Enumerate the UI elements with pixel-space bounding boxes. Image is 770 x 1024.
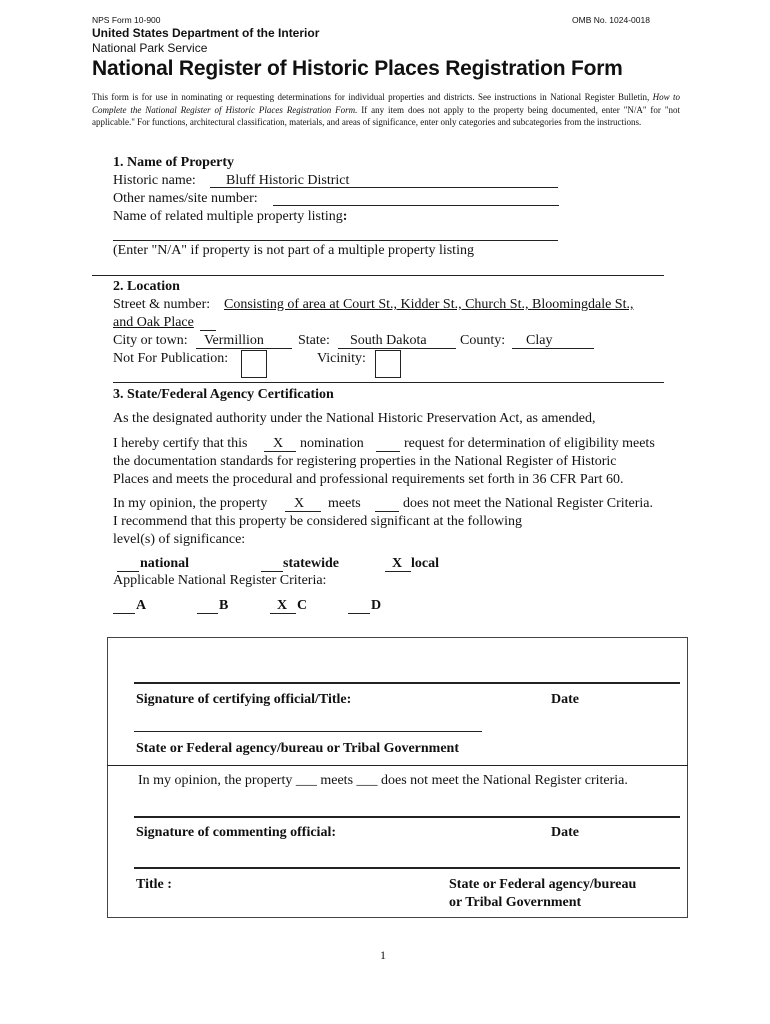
section1-heading: 1. Name of Property [113,155,235,170]
agency-label-2-line1: State or Federal agency/bureau [449,877,637,892]
service-name: National Park Service [92,41,208,55]
national-blank[interactable] [117,571,139,572]
commenting-opinion-text: In my opinion, the property ___ meets ___ does not meet the National Register criteria. [138,773,628,788]
vicinity-label: Vicinity: [317,351,366,366]
historic-name-value[interactable]: Bluff Historic District [226,173,350,188]
street-label: Street & number: [113,297,211,312]
intro-paragraph [92,91,680,129]
level-local-mark[interactable]: X [392,556,403,571]
criterion-c-mark[interactable]: X [277,598,288,613]
page-title: National Register of Historic Places Registration Form [92,57,623,80]
title-label: Title : [136,877,172,892]
vicinity-checkbox[interactable] [375,350,401,378]
commenting-signature-line[interactable] [134,816,680,818]
meets-label: meets [328,496,361,511]
other-names-field[interactable] [273,205,559,206]
section2-heading: 2. Location [113,279,180,294]
agency-label-2-line2: or Tribal Government [449,895,582,910]
nomination-label: nomination [300,436,364,451]
statewide-blank[interactable] [261,571,283,572]
city-value[interactable]: Vermillion [204,333,264,348]
related-listing-field[interactable] [113,240,558,241]
request-blank[interactable] [376,451,400,452]
not-for-publication-checkbox[interactable] [241,350,267,378]
street-value-line2[interactable]: and Oak Place [113,315,194,330]
criterion-d-blank[interactable] [348,613,370,614]
divider-2 [113,382,664,383]
certifying-signature-line[interactable] [134,682,680,684]
criteria-label: Applicable National Register Criteria: [113,573,327,588]
commenting-official-label: Signature of commenting official: [136,825,336,840]
state-label: State: [298,333,330,348]
signature-box-divider [107,765,688,766]
department-name: United States Department of the Interior [92,26,320,40]
county-label: County: [460,333,506,348]
does-not-meet-blank[interactable] [375,511,399,512]
certify-prefix: I hereby certify that this [113,436,248,451]
date-label-2: Date [551,825,579,840]
form-number: NPS Form 10-900 [92,15,161,25]
intro-bulletin-title: How to Complete the National Register of Historic Places Registration Form. [92,92,681,115]
section3-heading: 3. State/Federal Agency Certification [113,387,334,402]
city-label: City or town: [113,333,188,348]
certify-line2: the documentation standards for registering properties in the National Register of Historic [113,454,617,469]
criterion-a-blank[interactable] [113,613,135,614]
does-not-meet-label: does not meet the National Register Criteria. [403,496,653,511]
title-line[interactable] [134,867,680,869]
street-value-line1[interactable]: Consisting of area at Court St., Kidder St., Church St., Bloomingdale St., [224,297,634,312]
level-national: national [140,556,190,571]
criterion-c: C [297,598,308,613]
certifying-official-label: Signature of certifying official/Title: [136,692,352,707]
criterion-b-blank[interactable] [197,613,218,614]
level-local: local [411,556,439,571]
recommend-line1: I recommend that this property be considered significant at the following [113,514,522,529]
page-number: 1 [380,948,386,962]
not-for-publication-label: Not For Publication: [113,351,229,366]
nomination-mark[interactable]: X [273,436,284,451]
date-label-1: Date [551,692,579,707]
county-value[interactable]: Clay [526,333,553,348]
intro-suffix: If any item does not apply to the property being documented, enter "N/A" for "not applicable." For functions, architectural classification, materials, and areas of significance, enter only categories and subcategories from the instructions. [92,104,680,127]
historic-name-label: Historic name: [113,173,196,188]
divider-1 [92,275,664,276]
omb-number: OMB No. 1024-0018 [572,15,650,25]
request-label: request for determination of eligibility meets [404,436,655,451]
recommend-line2: level(s) of significance: [113,532,246,547]
agency-field-line[interactable] [134,731,482,732]
certify-line3: Places and meets the procedural and professional requirements set forth in 36 CFR Part 60. [113,472,624,487]
intro-prefix: This form is for use in nominating or requesting determinations for individual properties and districts. See instructions in National Register Bulletin, [92,92,653,102]
opinion-prefix: In my opinion, the property [113,496,268,511]
related-listing-label: Name of related multiple property listing: [113,209,348,224]
criterion-a: A [136,598,147,613]
authority-text: As the designated authority under the National Historic Preservation Act, as amended, [113,411,596,426]
level-statewide: statewide [283,556,339,571]
meets-mark[interactable]: X [294,496,305,511]
agency-label: State or Federal agency/bureau or Tribal Government [136,741,460,756]
na-note: (Enter "N/A" if property is not part of a multiple property listing [113,243,474,258]
criterion-b: B [219,598,229,613]
other-names-label: Other names/site number: [113,191,258,206]
state-value[interactable]: South Dakota [350,333,427,348]
criterion-d: D [371,598,382,613]
